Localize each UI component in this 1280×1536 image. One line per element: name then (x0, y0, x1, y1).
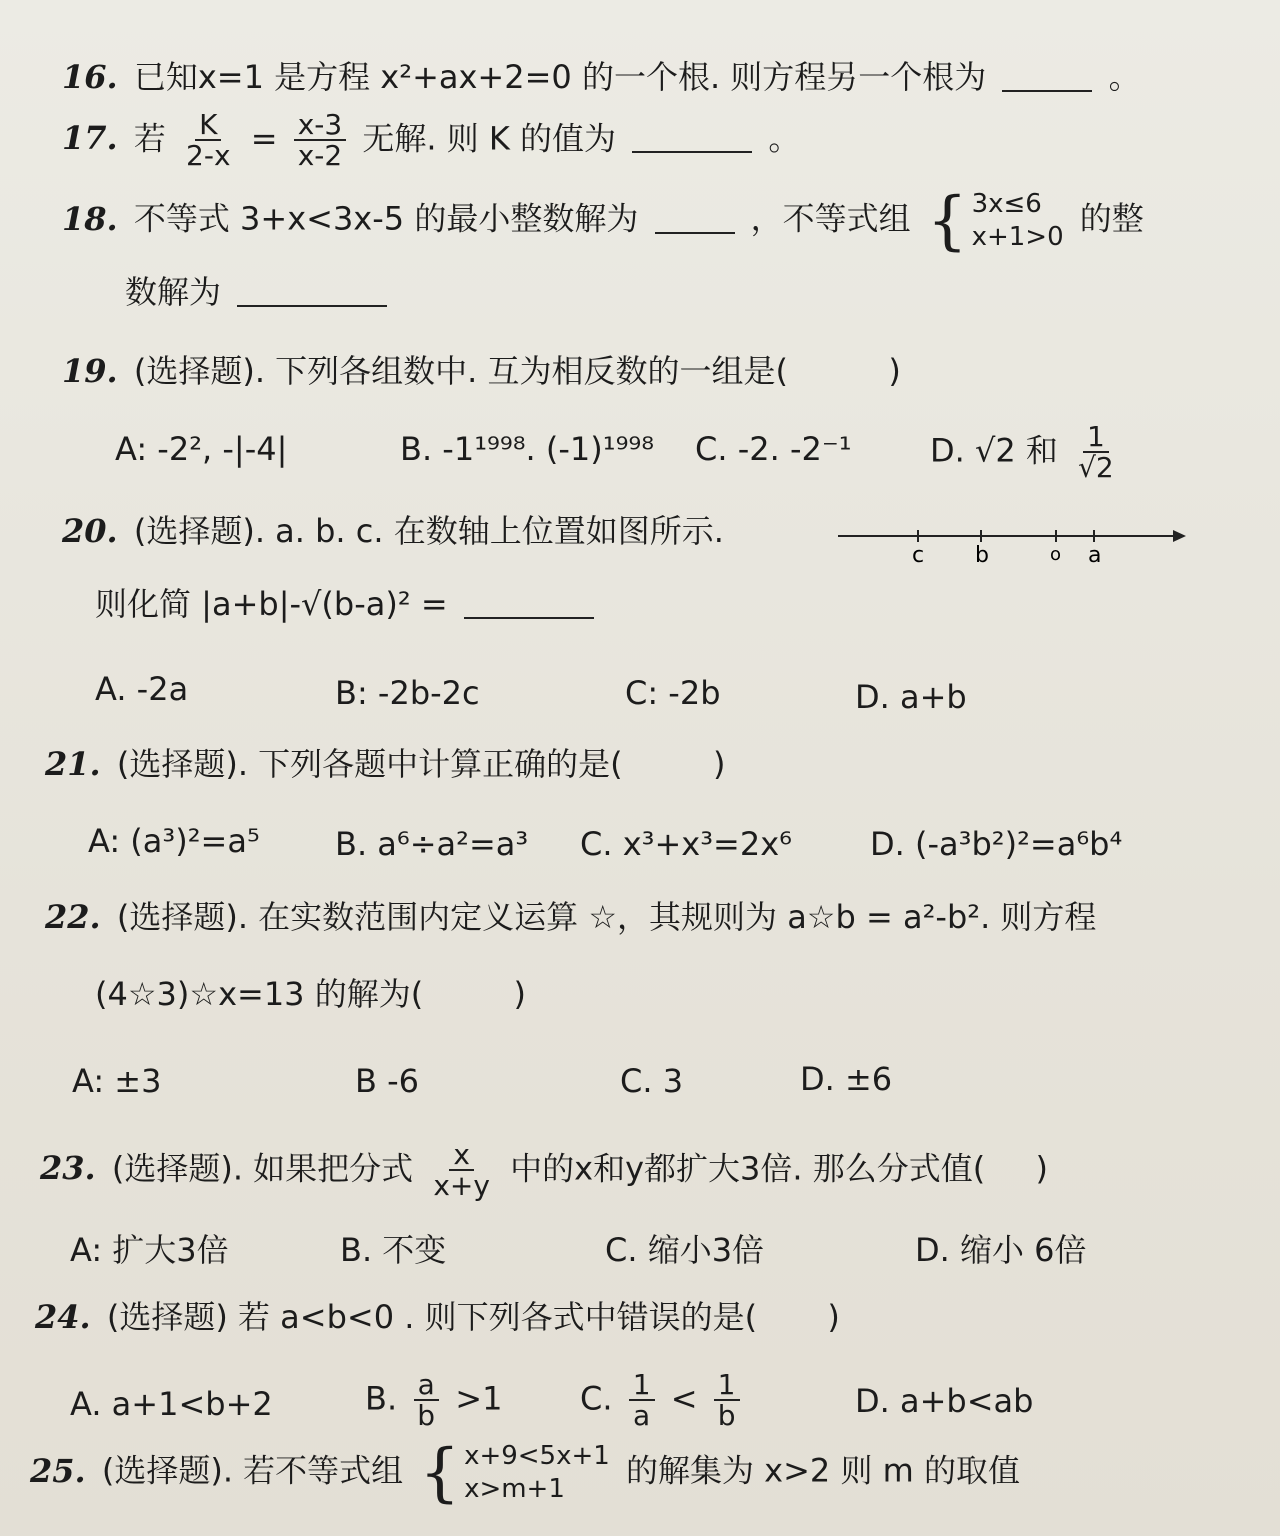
inequality-row: x>m+1 (464, 1473, 565, 1504)
paren-close: ) (827, 1298, 840, 1336)
question-23 (40, 1140, 1048, 1201)
question-text: ，不等式组 (750, 199, 911, 238)
question-number: 16. (62, 58, 118, 96)
question-22-line2 (95, 975, 526, 1013)
option-c: C. 缩小3倍 (605, 1231, 765, 1269)
question-text: (选择题). 下列各题中计算正确的是( (116, 745, 623, 783)
period: 。 (768, 119, 801, 158)
question-18 (62, 183, 1144, 258)
question-number: 21. (45, 745, 101, 783)
numerator: x-3 (294, 110, 347, 141)
question-20-line2 (95, 585, 600, 623)
label-b: b (975, 543, 989, 568)
option-b: B. -1¹⁹⁹⁸. (-1)¹⁹⁹⁸ (400, 430, 655, 468)
fraction (182, 110, 235, 171)
question-text: 则化简 |a+b|-√(b-a)² = (95, 585, 448, 623)
inequality-row: x+1>0 (971, 221, 1064, 252)
question-text: (选择题) 若 a<b<0 . 则下列各式中错误的是( (106, 1298, 758, 1336)
question-21 (45, 745, 725, 783)
question-number: 19. (62, 352, 118, 390)
question-number: 25. (30, 1451, 86, 1490)
option-label: B. (365, 1379, 398, 1418)
paren-close: ) (513, 975, 527, 1013)
question-18-line2 (125, 273, 393, 311)
option-b: B -6 (355, 1062, 420, 1100)
option-c (580, 1370, 746, 1431)
option-a: A: 扩大3倍 (70, 1231, 229, 1269)
question-text: (选择题). 如果把分式 (111, 1149, 414, 1188)
denominator: √2 (1078, 451, 1114, 485)
option-b: B: -2b-2c (335, 674, 480, 712)
question-text: (4☆3)☆x=13 的解为( (95, 975, 424, 1013)
numerator: 1 (714, 1370, 740, 1401)
question-text: (选择题). 若不等式组 (101, 1451, 404, 1490)
option-a: A: (a³)²=a⁵ (88, 822, 260, 860)
option-a: A: -2², -|-4| (115, 430, 288, 468)
question-text: (选择题). 下列各组数中. 互为相反数的一组是( (133, 352, 788, 390)
label-origin: o (1050, 544, 1062, 565)
denominator: 2-x (186, 139, 231, 173)
question-number: 24. (35, 1298, 91, 1336)
question-22 (45, 898, 1096, 936)
fraction (413, 1370, 439, 1431)
inequality-row: x+9<5x+1 (464, 1441, 610, 1471)
fraction (629, 1370, 655, 1431)
answer-blank (464, 616, 594, 619)
inequality-system (926, 183, 1064, 258)
question-text: 无解. 则 K 的值为 (362, 119, 617, 158)
option-c: C. x³+x³=2x⁶ (580, 825, 792, 863)
option-d: D. a+b<ab (855, 1382, 1034, 1420)
question-text: 已知x=1 是方程 x²+ax+2=0 的一个根. 则方程另一个根为 (133, 58, 987, 96)
question-text: 的解集为 x>2 则 m 的取值 (626, 1451, 1020, 1490)
numerator: 1 (1083, 422, 1109, 453)
option-b: B. 不变 (340, 1231, 447, 1269)
option-c: C: -2b (625, 674, 721, 712)
numerator: K (195, 110, 221, 141)
question-25 (30, 1435, 1020, 1510)
numerator: 1 (629, 1370, 655, 1401)
option-c: C. -2. -2⁻¹ (695, 430, 852, 468)
question-text: 的整 (1079, 199, 1144, 238)
question-20 (62, 512, 724, 550)
fraction (1074, 422, 1118, 483)
label-a: a (1088, 543, 1102, 568)
option-d: D. 缩小 6倍 (915, 1231, 1087, 1269)
option-d: D. ±6 (800, 1060, 893, 1098)
option-d: D. a+b (855, 678, 967, 716)
paren-close: ) (1035, 1149, 1049, 1188)
option-text: >1 (455, 1379, 503, 1418)
option-label: C. (580, 1379, 613, 1418)
question-number: 23. (40, 1149, 96, 1188)
question-number: 17. (62, 119, 118, 158)
question-text: 数解为 (125, 273, 222, 311)
option-a: A. -2a (95, 670, 189, 708)
numerator: a (414, 1370, 439, 1401)
numerator: x (449, 1140, 474, 1171)
denominator: x+y (433, 1169, 490, 1203)
option-b (365, 1370, 502, 1431)
question-text: (选择题). 在实数范围内定义运算 ☆，其规则为 a☆b = a²-b². 则方程 (116, 898, 1097, 936)
question-text: 中的x和y都扩大3倍. 那么分式值( (510, 1149, 986, 1188)
question-24 (35, 1298, 840, 1336)
option-d: D. (-a³b²)²=a⁶b⁴ (870, 825, 1123, 863)
question-number: 20. (62, 512, 118, 550)
question-text: 若 (133, 119, 166, 158)
question-text: (选择题). a. b. c. 在数轴上位置如图所示. (133, 512, 724, 550)
question-number: 18. (62, 199, 118, 238)
answer-blank (632, 150, 752, 153)
less-than-sign: < (670, 1379, 698, 1418)
inequality-row: 3x≤6 (971, 189, 1042, 219)
equals-sign: = (250, 119, 278, 158)
paren-close: ) (888, 352, 901, 390)
question-number: 22. (45, 898, 101, 936)
denominator: b (417, 1399, 436, 1433)
denominator: a (633, 1399, 651, 1433)
denominator: x-2 (297, 139, 343, 173)
option-b: B. a⁶÷a²=a³ (335, 825, 529, 863)
answer-blank (1002, 89, 1092, 92)
paren-close: ) (713, 745, 726, 783)
denominator: b (717, 1399, 736, 1433)
option-c: C. 3 (620, 1062, 684, 1100)
brace: { (419, 1435, 461, 1510)
period: 。 (1108, 58, 1141, 96)
option-a: A. a+1<b+2 (70, 1385, 273, 1423)
option-text: D. √2 和 (930, 431, 1058, 470)
fraction (429, 1140, 494, 1201)
answer-blank (237, 304, 387, 307)
question-17 (62, 110, 800, 171)
question-text: 不等式 3+x<3x-5 的最小整数解为 (133, 199, 639, 238)
brace: { (926, 183, 968, 258)
option-a: A: ±3 (72, 1062, 162, 1100)
inequality-system (419, 1435, 610, 1510)
question-19 (62, 352, 901, 390)
number-line (838, 520, 1188, 570)
option-d (930, 422, 1124, 483)
fraction (294, 110, 347, 171)
question-16 (62, 58, 1141, 96)
fraction (714, 1370, 740, 1431)
answer-blank (655, 231, 735, 234)
label-c: c (912, 543, 925, 568)
